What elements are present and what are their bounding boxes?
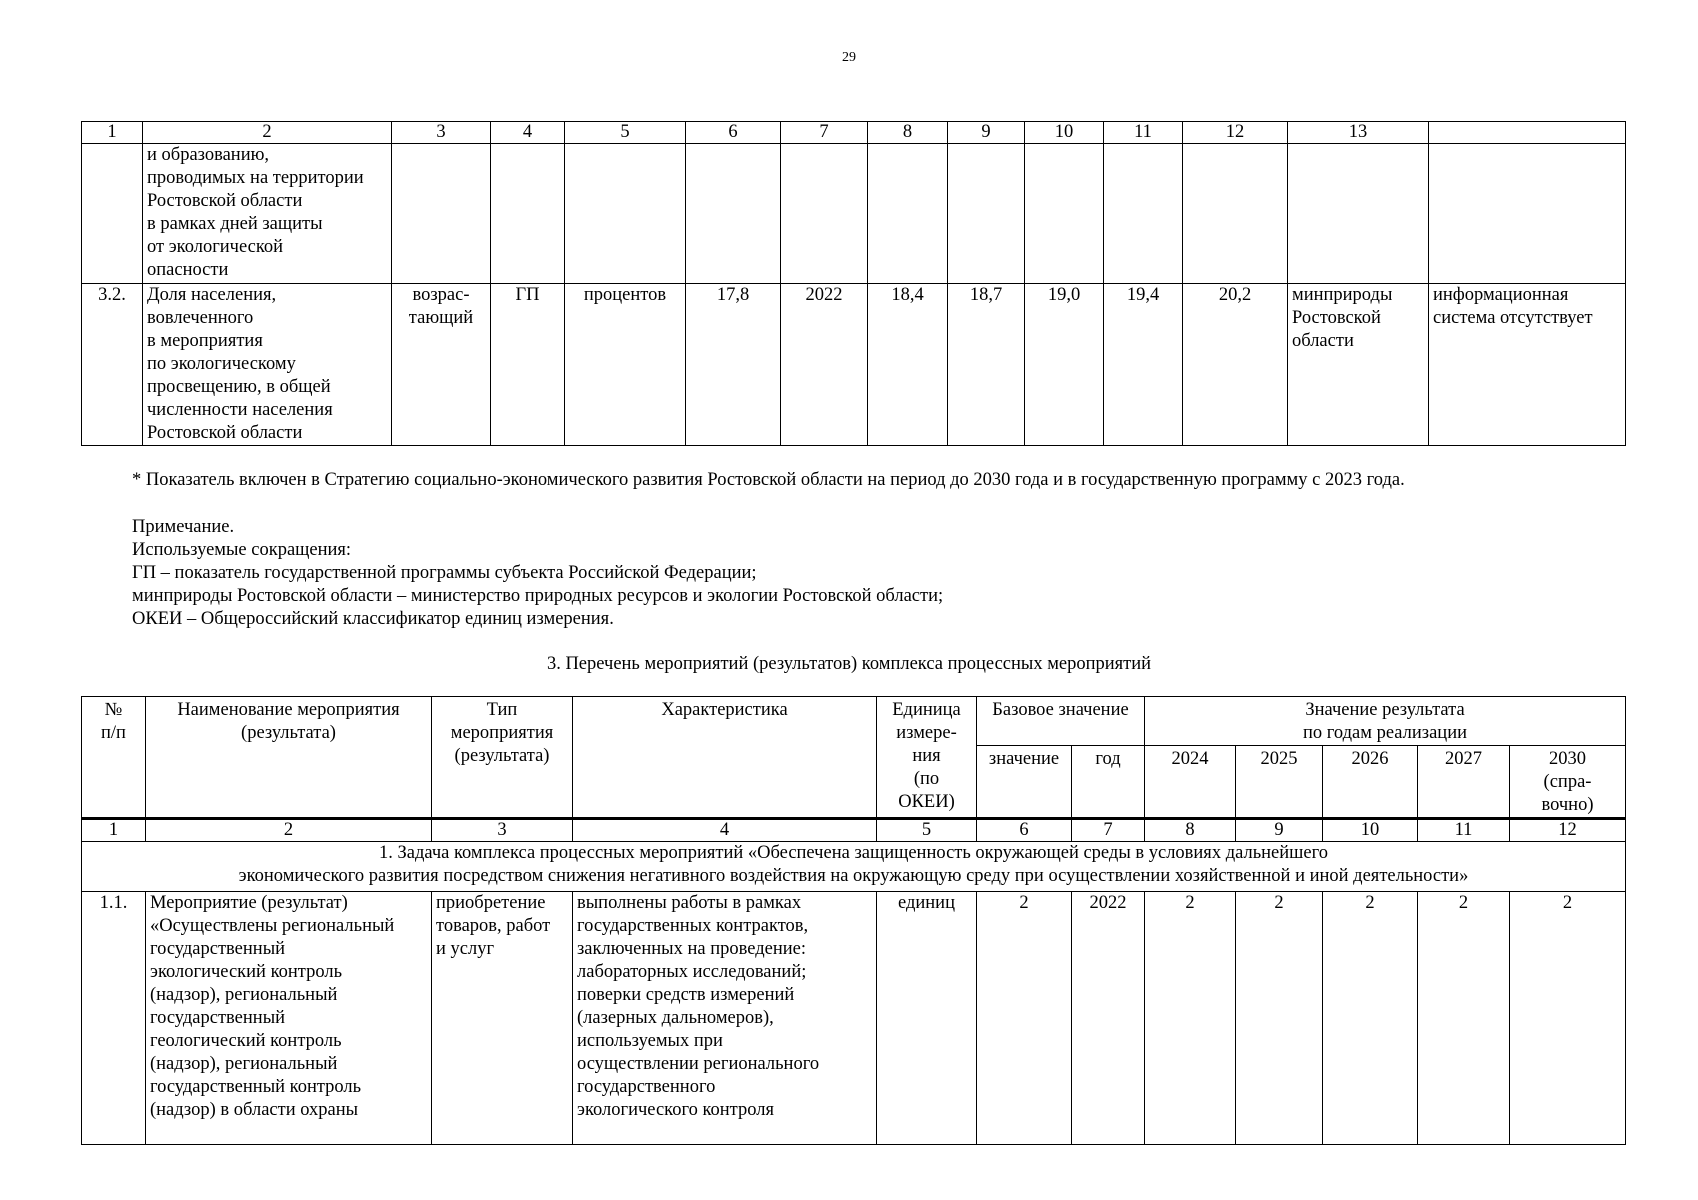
text-line: система отсутствует xyxy=(1433,308,1593,328)
col-number: 1 xyxy=(82,122,143,144)
text-line: в рамках дней защиты xyxy=(147,214,323,234)
col-number: 9 xyxy=(948,122,1025,144)
text-line: Наименование мероприятия xyxy=(177,700,400,720)
text-line: Доля населения, xyxy=(147,285,277,305)
note-title: Примечание. xyxy=(132,517,235,537)
text-line: Ростовской области xyxy=(147,191,303,211)
text-line: (надзор), региональный xyxy=(150,985,338,1005)
text-line: Ростовской области xyxy=(147,423,303,443)
col-number: 6 xyxy=(977,819,1072,842)
text-line: возрас- xyxy=(412,285,470,305)
header-2027: 2027 xyxy=(1418,746,1510,819)
value-2030-cell: 20,2 xyxy=(1183,284,1288,446)
text-line: выполнены работы в рамках xyxy=(577,893,802,913)
header-name xyxy=(146,697,432,819)
header-unit xyxy=(877,697,977,819)
col-number: 8 xyxy=(868,122,948,144)
text-line: осуществлении регионального xyxy=(577,1054,820,1074)
responsible-cell xyxy=(1288,284,1429,446)
activities-table xyxy=(81,696,1626,1145)
text-line: 1. Задача комплекса процессных мероприятий «Обеспечена защищенность окружающей среды в условиях дальнейшего xyxy=(378,843,1328,863)
col-number: 4 xyxy=(573,819,877,842)
text-line: (надзор), региональный xyxy=(150,1054,338,1074)
text-line: в мероприятия xyxy=(147,331,263,351)
base-value-cell: 2 xyxy=(977,892,1072,1145)
col-number: 1 xyxy=(82,819,146,842)
base-value-cell: 17,8 xyxy=(686,284,781,446)
text-line: «Осуществлены региональный xyxy=(150,916,395,936)
text-line: государственных контрактов, xyxy=(577,916,809,936)
text-line: Тип xyxy=(486,700,518,720)
activity-type-cell xyxy=(432,892,573,1145)
col-number: 11 xyxy=(1104,122,1183,144)
value-2026-cell: 19,0 xyxy=(1025,284,1104,446)
text-line: государственный контроль xyxy=(150,1077,362,1097)
header-characteristic: Характеристика xyxy=(573,697,877,819)
text-line: и услуг xyxy=(436,939,495,959)
text-line: государственного xyxy=(577,1077,716,1097)
row-number: 3.2. xyxy=(82,284,143,446)
task-row xyxy=(82,842,1626,892)
text-line: экологический контроль xyxy=(150,962,343,982)
text-line: (по xyxy=(913,769,940,789)
text-line: п/п xyxy=(101,723,126,743)
indicator-name-cell xyxy=(143,284,392,446)
base-year-cell: 2022 xyxy=(1072,892,1145,1145)
value-2025-cell: 2 xyxy=(1236,892,1323,1145)
text-line: № xyxy=(104,700,123,720)
text-line: государственный xyxy=(150,1008,286,1028)
col-number: 8 xyxy=(1145,819,1236,842)
value-2025-cell: 18,7 xyxy=(948,284,1025,446)
text-line: Ростовской xyxy=(1292,308,1381,328)
header-2030 xyxy=(1510,746,1626,819)
value-2026-cell: 2 xyxy=(1323,892,1418,1145)
text-line: от экологической xyxy=(147,237,284,257)
col-number: 10 xyxy=(1025,122,1104,144)
text-line: вовлеченного xyxy=(147,308,254,328)
text-line: ОКЕИ) xyxy=(898,792,955,812)
header-2025: 2025 xyxy=(1236,746,1323,819)
col-number: 7 xyxy=(781,122,868,144)
section-title: 3. Перечень мероприятий (результатов) комплекса процессных мероприятий xyxy=(546,654,1152,674)
header-result-by-years xyxy=(1145,697,1626,746)
column-number-row xyxy=(82,819,1626,842)
table-row xyxy=(82,892,1626,1145)
text-line: вочно) xyxy=(1541,795,1594,815)
text-line: 2030 xyxy=(1549,749,1586,769)
header-value: значение xyxy=(977,746,1072,819)
text-line: (лазерных дальномеров), xyxy=(577,1008,774,1028)
characteristic-cell xyxy=(573,892,877,1145)
text-line: по годам реализации xyxy=(1303,723,1467,743)
text-line: (результата) xyxy=(454,746,550,766)
note-line: ОКЕИ – Общероссийский классификатор единиц измерения. xyxy=(132,609,614,629)
col-number: 2 xyxy=(146,819,432,842)
text-line: (спра- xyxy=(1543,772,1592,792)
text-line: области xyxy=(1292,331,1354,351)
table-row xyxy=(82,144,1626,284)
text-line: по экологическому xyxy=(147,354,296,374)
header-year: год xyxy=(1072,746,1145,819)
unit-cell: единиц xyxy=(877,892,977,1145)
text-line: опасности xyxy=(147,260,229,280)
text-line: товаров, работ xyxy=(436,916,551,936)
header-type xyxy=(432,697,573,819)
base-year-cell: 2022 xyxy=(781,284,868,446)
page-number: 29 xyxy=(842,50,856,65)
column-number-row xyxy=(82,122,1626,144)
value-2024-cell: 2 xyxy=(1145,892,1236,1145)
header-2026: 2026 xyxy=(1323,746,1418,819)
value-2027-cell: 19,4 xyxy=(1104,284,1183,446)
text-line: заключенных на проведение: xyxy=(577,939,806,959)
col-number: 5 xyxy=(565,122,686,144)
text-line: тающий xyxy=(408,308,474,328)
col-number: 9 xyxy=(1236,819,1323,842)
text-line: Мероприятие (результат) xyxy=(150,893,348,913)
text-line: государственный xyxy=(150,939,286,959)
text-line: геологический контроль xyxy=(150,1031,342,1051)
unit-cell: процентов xyxy=(565,284,686,446)
col-number xyxy=(1429,122,1626,144)
col-number: 7 xyxy=(1072,819,1145,842)
note-block xyxy=(132,516,943,631)
text-line: экологического контроля xyxy=(577,1100,774,1120)
col-number: 3 xyxy=(392,122,491,144)
table-row xyxy=(82,284,1626,446)
col-number: 3 xyxy=(432,819,573,842)
footnote: * Показатель включен в Стратегию социально-экономического развития Ростовской области на период до 2030 года и в государственную программу с 2023 года. xyxy=(132,470,1405,490)
note-line: минприроды Ростовской области – министерство природных ресурсов и экологии Ростовской области; xyxy=(132,586,944,606)
value-2030-cell: 2 xyxy=(1510,892,1626,1145)
col-number: 12 xyxy=(1183,122,1288,144)
col-number: 4 xyxy=(491,122,565,144)
text-line: используемых при xyxy=(577,1031,723,1051)
text-line: приобретение xyxy=(436,893,546,913)
text-line: проводимых на территории xyxy=(147,168,364,188)
col-number: 6 xyxy=(686,122,781,144)
text-line: Значение результата xyxy=(1305,700,1465,720)
note-line: ГП – показатель государственной программы субъекта Российской Федерации; xyxy=(132,563,757,583)
text-line: (надзор) в области охраны xyxy=(150,1100,359,1120)
col-number: 5 xyxy=(877,819,977,842)
text-line: мероприятия xyxy=(450,723,554,743)
row-number: 1.1. xyxy=(82,892,146,1145)
text-line: ния xyxy=(912,746,941,766)
header-base-value: Базовое значение xyxy=(977,697,1145,746)
col-number: 13 xyxy=(1288,122,1429,144)
info-system-cell xyxy=(1429,284,1626,446)
col-number: 11 xyxy=(1418,819,1510,842)
col-number: 10 xyxy=(1323,819,1418,842)
text-line: и образованию, xyxy=(147,145,270,165)
value-2027-cell: 2 xyxy=(1418,892,1510,1145)
col-number: 12 xyxy=(1510,819,1626,842)
text-line: измере- xyxy=(896,723,957,743)
text-line: информационная xyxy=(1433,285,1569,305)
text-line: экономического развития посредством снижения негативного воздействия на окружающую среду при осуществлении хозяйственной и иной деятельности» xyxy=(238,866,1469,886)
col-number: 2 xyxy=(143,122,392,144)
text-line: минприроды xyxy=(1292,285,1393,305)
text-line: численности населения xyxy=(147,400,333,420)
note-line: Используемые сокращения: xyxy=(132,540,352,560)
indicator-name-cell xyxy=(143,144,392,284)
text-line: лабораторных исследований; xyxy=(577,962,807,982)
value-2024-cell: 18,4 xyxy=(868,284,948,446)
text-line: поверки средств измерений xyxy=(577,985,795,1005)
header-num xyxy=(82,697,146,819)
text-line: Единица xyxy=(892,700,961,720)
header-2024: 2024 xyxy=(1145,746,1236,819)
task-title xyxy=(82,842,1626,892)
trend-cell xyxy=(392,284,491,446)
header-row xyxy=(82,697,1626,746)
text-line: просвещению, в общей xyxy=(147,377,331,397)
activity-name-cell xyxy=(146,892,432,1145)
indicators-table xyxy=(81,121,1626,446)
level-cell: ГП xyxy=(491,284,565,446)
text-line: (результата) xyxy=(241,723,336,743)
